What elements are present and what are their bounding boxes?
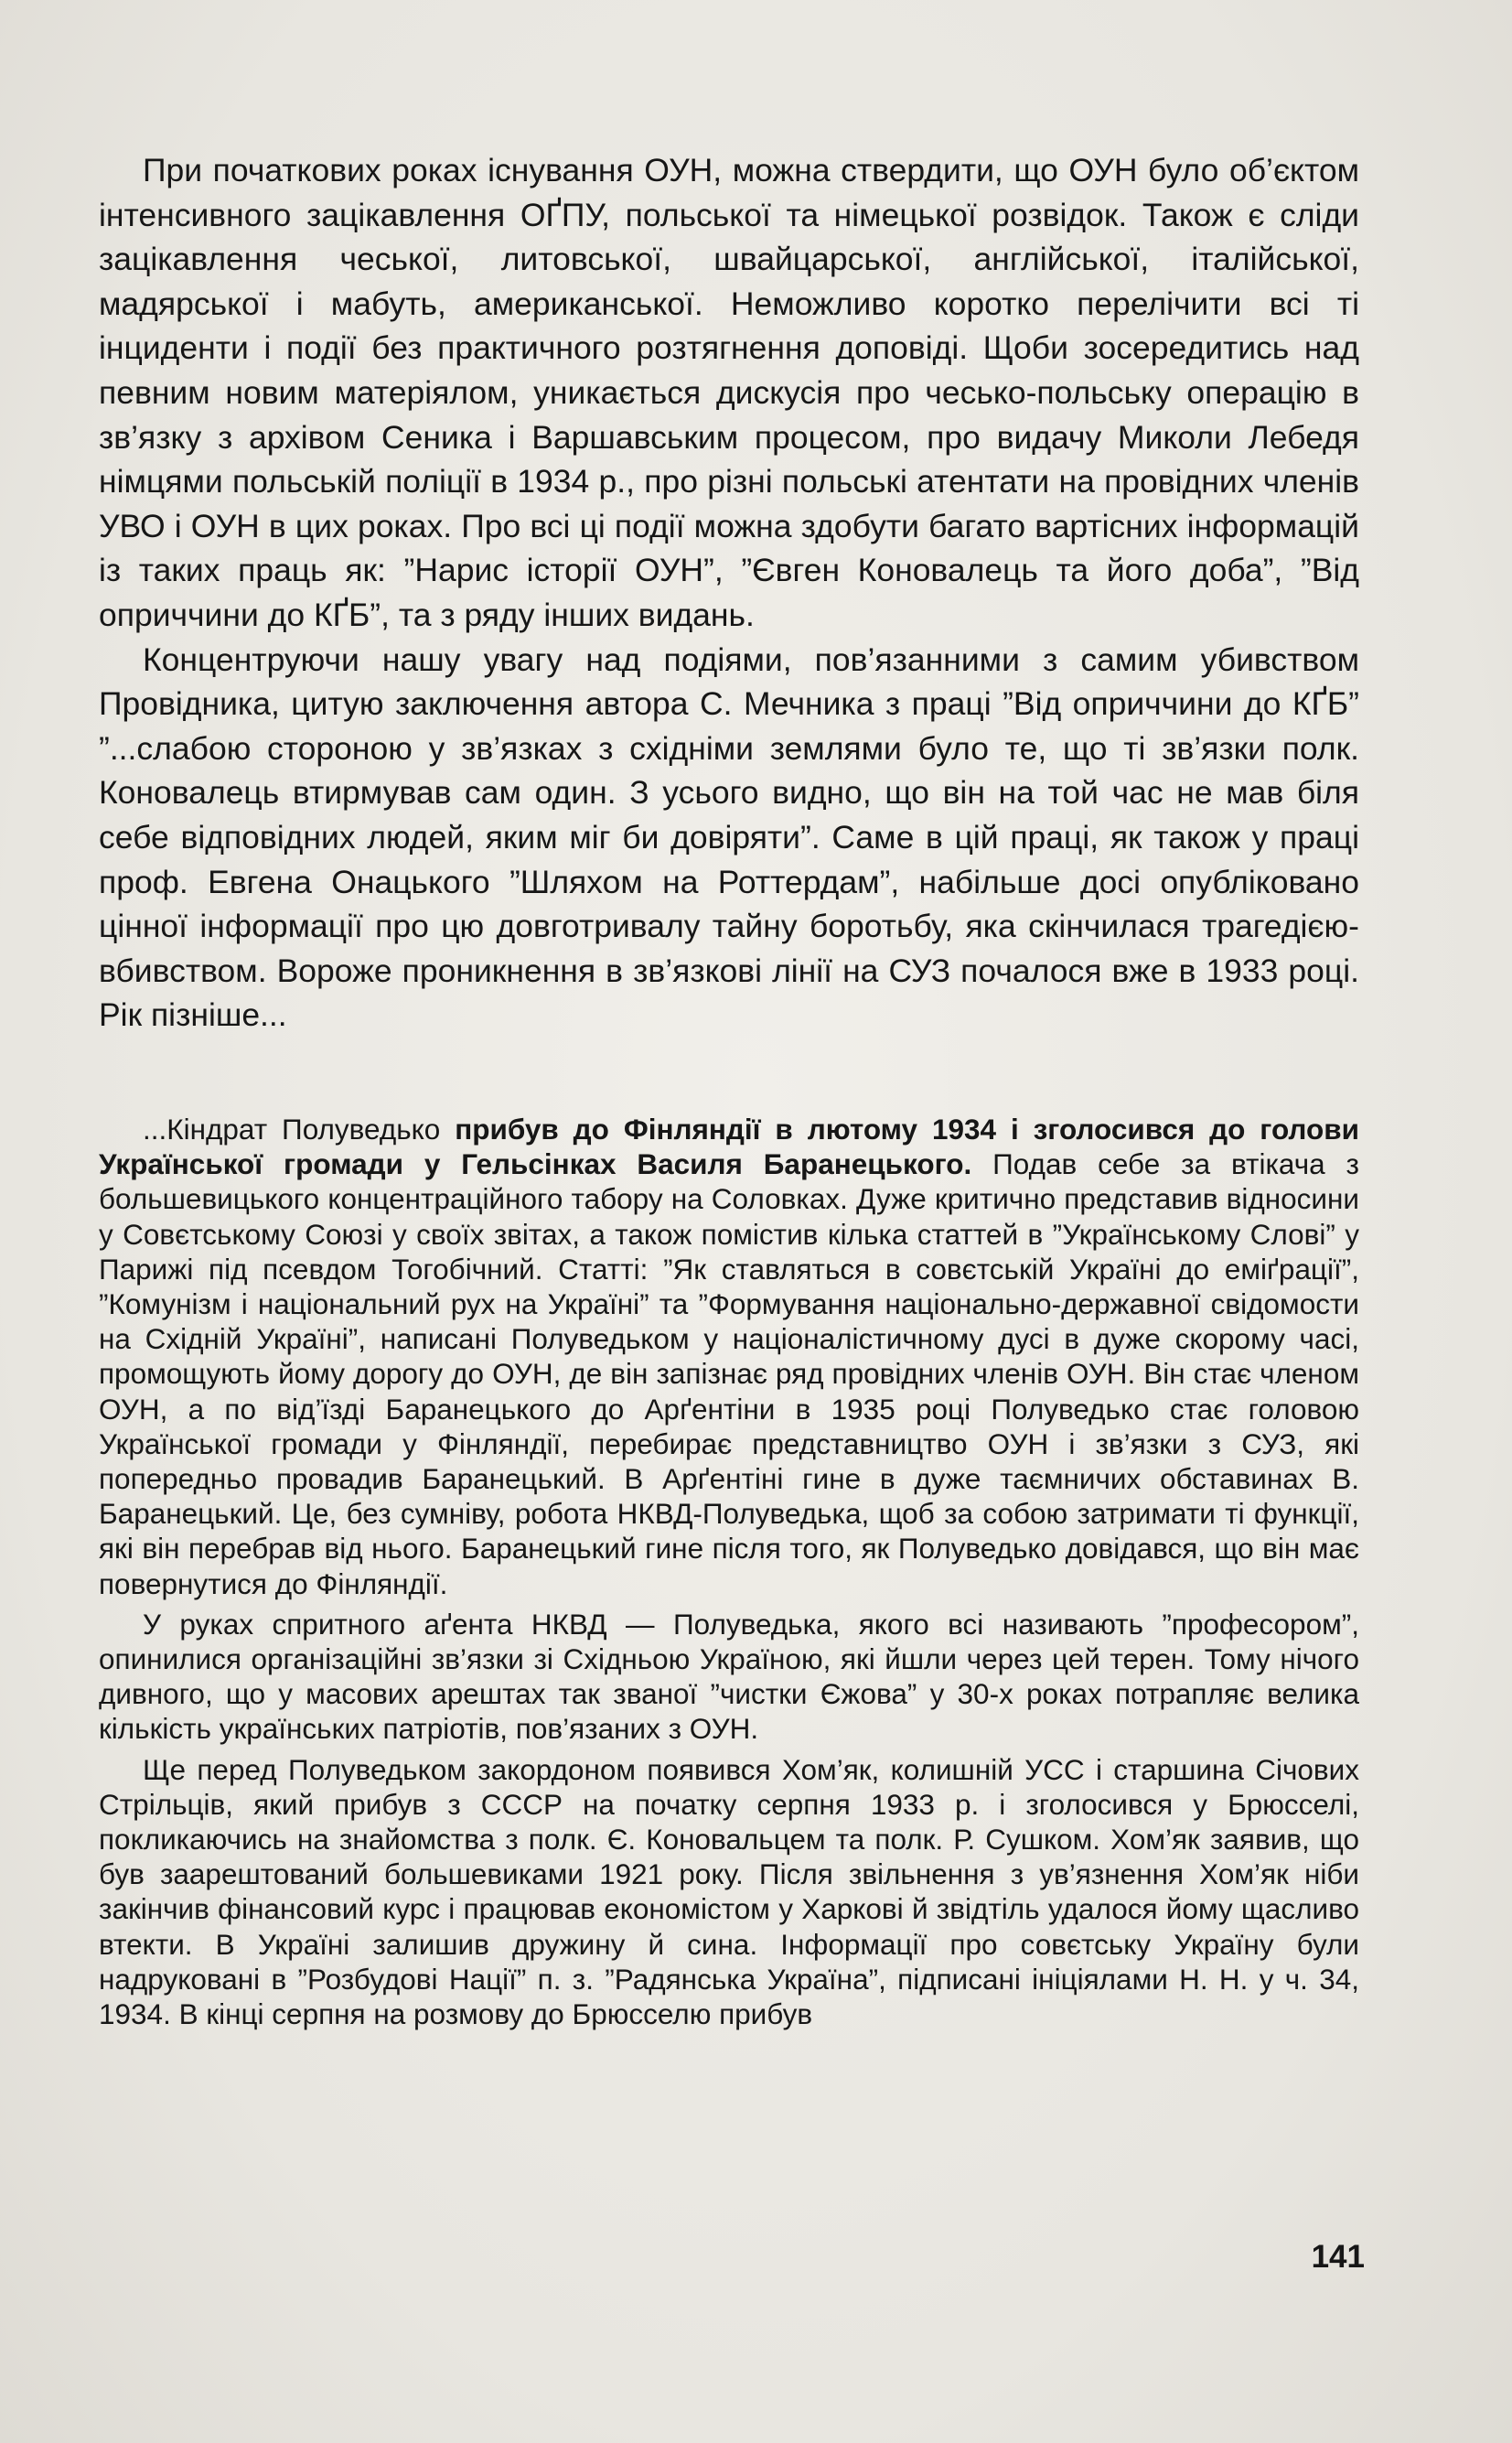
quote-paragraph-2: У руках спритного аґента НКВД — Полуведька, якого всі називають ”професором”, опинилися організаційні зв’язки зі Східньою Україною, які йшли через цей терен. Тому нічого дивного, що у масових арештах так званої ”чистки Єжова” у 30-х роках потрапляє велика кількість українських патріотів, пов’язаних з ОУН. — [99, 1607, 1359, 1746]
main-paragraph-1: При початкових роках існування ОУН, можна ствердити, що ОУН було об’єктом інтенсивного зацікавлення ОҐПУ, польської та німецької розвідок. Також є сліди зацікавлення чеської, литовської, швайцарської, англійської, італійської, мадярської і мабуть, американської. Неможливо коротко перелічити всі ті інциденти і події без практичного розтягнення доповіді. Щоби зосередитись над певним новим матеріялом, уникається дискусія про чесько-польську операцію в зв’язку з архівом Сеника і Варшавським процесом, про видачу Миколи Лебедя німцями польській поліції в 1934 р., про різні польські атентати на провідних членів УВО і ОУН в цих роках. Про всі ці події можна здобути багато вартісних інформацій із таких праць як: ”Нарис історії ОУН”, ”Євген Коновалець та його доба”, ”Від оприччини до КҐБ”, та з ряду інших видань. — [99, 152, 1359, 633]
quote-bold-passage: прибув до Фінляндії в лютому 1934 і зголосився до голови Української громади у Гельсінках Василя Баранецького. — [99, 1113, 1359, 1181]
main-paragraph-2: Концентруючи нашу увагу над подіями, пов’язанними з самим убивством Провідника, цитую заключення автора С. Мечника з праці ”Від оприччини до КҐБ” ”...слабою стороною у зв’язках з східніми землями було те, що ті зв’язки полк. Коновалець втирмував сам один. З усього видно, що він на той час не мав біля себе відповідних людей, яким міг би довіряти”. Саме в цій праці, як також у праці проф. Евгена Онацького ”Шляхом на Роттердам”, набільше досі опубліковано цінної інформації про цю довготривалу тайну боротьбу, яка скінчилася трагедією-вбивством. Вороже проникнення в зв’язкові лінії на СУЗ почалося вже в 1933 році. Рік пізніше... — [99, 640, 1359, 1034]
quote-rest: Подав себе за втікача з большевицького концентраційного табору на Соловках. Дуже критично представив відносини у Совєтському Союзі у своїх звітах, а також помістив кілька статтей в ”Українському Слові” у Парижі під псевдом Тогобічний. Статті: ”Як ставляться в совєтській Україні до еміґрації”, ”Комунізм і національний рух на Україні” та ”Формування національно-державної свідомости на Східній Україні”, написані Полуведьком у націоналістичному дусі в дуже скорому часі, промощують йому дорогу до ОУН, де він запізнає ряд провідних членів ОУН. Він стає членом ОУН, а по від’їзді Баранецького до Арґентіни в 1935 році Полуведько стає головою Української громади у Фінляндії, перебирає представництво ОУН і зв’язки з СУЗ, які попередньо провадив Баранецький. В Арґентіні гине в дуже таємничих обставинах В. Баранецький. Це, без сумніву, робота НКВД-Полуведька, щоб за собою затримати ті функції, які він перебрав від нього. Баранецький гине після того, як Полуведько довідався, що він має повернутися до Фінляндії. — [99, 1147, 1359, 1600]
quote-paragraph-1 — [99, 1112, 1359, 1601]
quote-paragraph-3: Ще перед Полуведьком закордоном появився Хом’як, колишній УСС і старшина Січових Стрільців, який прибув з СССР на початку серпня 1933 р. і зголосився у Брюсселі, покликаючись на знайомства з полк. Є. Коновальцем та полк. Р. Сушком. Хом’як заявив, що був заарештований большевиками 1921 року. Після звільнення з ув’язнення Хом’як ніби закінчив фінансовий курс і працював економістом у Харкові й звідтіль удалося йому щасливо втекти. В Україні залишив дружину й сина. Інформації про совєтську Україну були надруковані в ”Розбудові Нації” п. з. ”Радянська Україна”, підписані ініціялами Н. Н. у ч. 34, 1934. В кінці серпня на розмову до Брюсселю прибув — [99, 1752, 1359, 2031]
quote-lead: ...Кіндрат Полуведько — [143, 1113, 456, 1146]
page-number: 141 — [1311, 2239, 1365, 2275]
quoted-text — [99, 1112, 1359, 2031]
main-text — [99, 148, 1359, 1038]
